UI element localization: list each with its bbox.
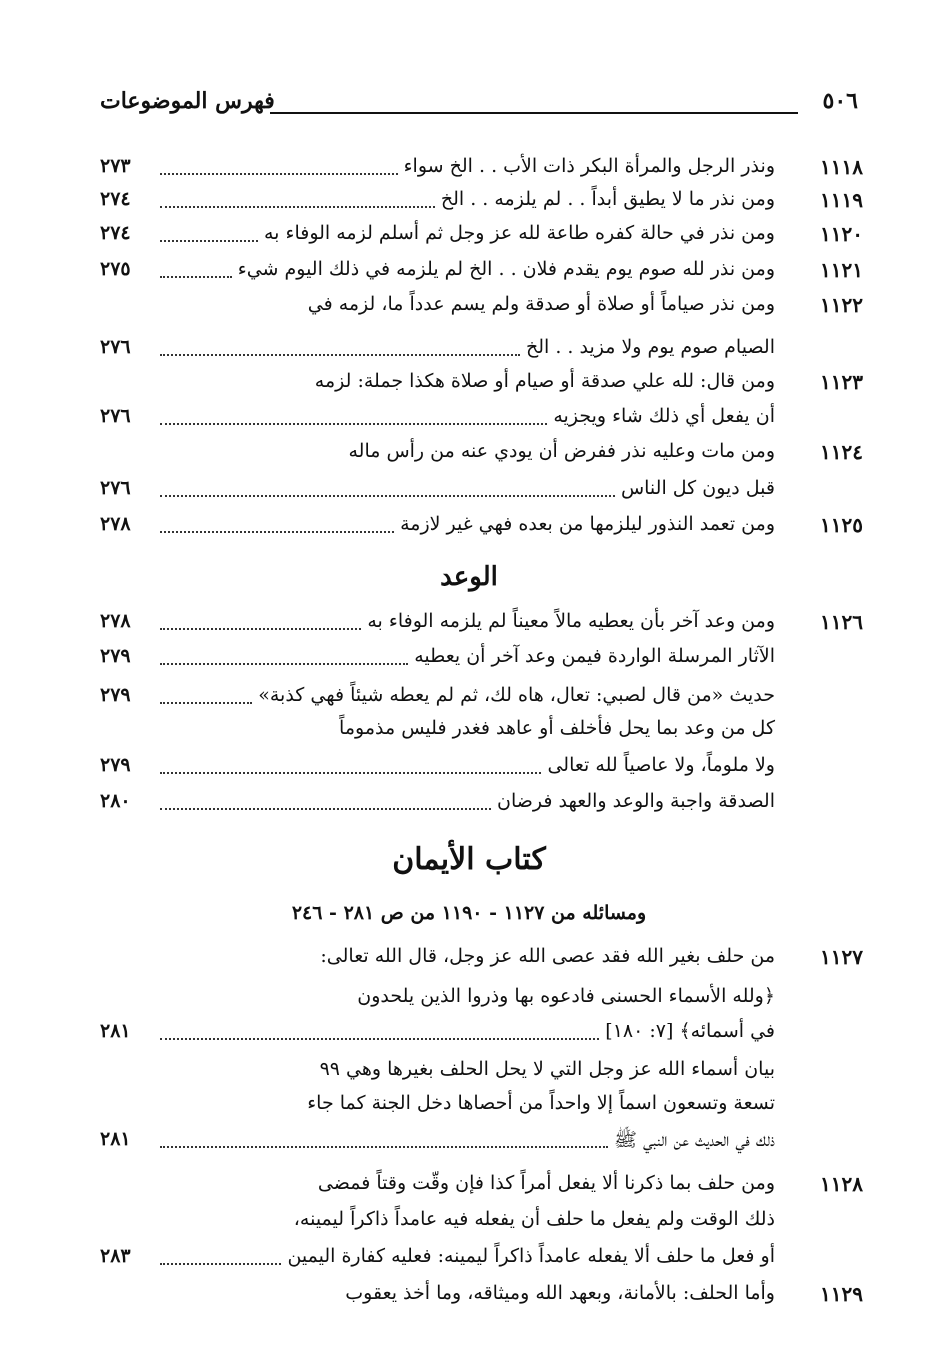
index-entry	[100, 790, 863, 824]
index-entry	[100, 440, 863, 474]
leader-dots	[160, 354, 520, 356]
index-entry	[100, 336, 863, 370]
section-heading: الوعد	[440, 562, 498, 592]
leader-dots	[160, 628, 361, 630]
leader-dots	[160, 1038, 599, 1040]
entry-text: ﴿ولله الأسماء الحسنى فادعوه بها وذروا الذين يلحدون	[357, 985, 775, 1007]
entry-text: ومن قال: لله علي صدقة أو صيام أو صلاة هكذا جملة: لزمه	[314, 370, 775, 392]
entry-text: قبل ديون كل الناس	[620, 477, 775, 499]
entry-text: حديث «من قال لصبي: تعال، هاه لك، ثم لم يعطه شيئاً فهي كذبة»	[258, 684, 775, 706]
page-number: ٥٠٦	[822, 88, 858, 114]
entry-page: ٢٧٨	[100, 610, 131, 632]
leader-dots	[160, 276, 232, 278]
entry-page: ٢٧٩	[100, 684, 131, 706]
entry-text: أن يفعل أي ذلك شاء ويجزيه	[553, 405, 775, 427]
entry-page: ٢٧٦	[100, 405, 131, 427]
entry-number: ١١١٨	[820, 155, 863, 179]
index-entry	[100, 1020, 863, 1054]
leader-dots	[160, 1263, 281, 1265]
entry-number: ١١٢٩	[820, 1282, 863, 1306]
entry-number: ١١٢٤	[820, 440, 863, 464]
entry-text: أو فعل ما حلف ألا يفعله عامداً ذاكراً ليمينه: فعليه كفارة اليمين	[287, 1245, 775, 1267]
leader-dots	[160, 663, 408, 665]
index-entry	[100, 513, 863, 547]
entry-text: من حلف بغير الله فقد عصى الله عز وجل، قال الله تعالى:	[320, 945, 775, 967]
book-subheading: ومسائله من ١١٢٧ - ١١٩٠ من ص ٢٨١ - ٢٤٦	[291, 902, 647, 924]
leader-dots	[160, 495, 615, 497]
index-entry	[100, 754, 863, 788]
index-entry	[100, 1245, 863, 1279]
leader-dots	[160, 1146, 608, 1148]
index-entry	[100, 610, 863, 644]
entry-text: ومن نذر لله صوم يوم يقدم فلان . . الخ لم يلزمه في ذلك اليوم شيء	[237, 258, 775, 280]
entry-page: ٢٧٩	[100, 645, 131, 667]
entry-text: ومن نذر ما لا يطيق أبداً . . لم يلزمه . . الخ	[440, 188, 775, 210]
leader-dots	[160, 531, 394, 533]
entry-text: في أسمائه﴾ [٧: ١٨٠]	[605, 1020, 775, 1042]
entry-number: ١١٢٢	[820, 293, 863, 317]
entry-number: ١١١٩	[820, 188, 863, 212]
entry-text: بيان أسماء الله عز وجل التي لا يحل الحلف بغيرها وهي ٩٩	[319, 1058, 775, 1080]
leader-dots	[160, 240, 258, 242]
entry-page: ٢٧٨	[100, 513, 131, 535]
index-entry	[100, 684, 863, 718]
entry-number: ١١٢١	[820, 258, 863, 282]
index-entry	[100, 405, 863, 439]
index-entry	[100, 1282, 863, 1316]
running-title: فهرس الموضوعات	[100, 88, 275, 114]
entry-text: ومن نذر صياماً أو صلاة أو صدقة ولم يسم عدداً ما، لزمه في	[307, 293, 775, 315]
leader-dots	[160, 808, 491, 810]
entry-page: ٢٧٩	[100, 754, 131, 776]
entry-number: ١١٢٣	[820, 370, 863, 394]
entry-page: ٢٨٣	[100, 1245, 131, 1267]
entry-text: الصيام صوم يوم ولا مزيد . . الخ	[525, 336, 775, 358]
entry-text: ومن وعد آخر بأن يعطيه مالاً معيناً لم يلزمه الوفاء به	[367, 610, 775, 632]
entry-page: ٢٧٥	[100, 258, 131, 280]
index-entry	[100, 1058, 863, 1092]
index-entry	[100, 985, 863, 1019]
entry-text: ومن مات وعليه نذر ففرض أن يودي عنه من رأس ماله	[348, 440, 775, 462]
index-entry	[100, 293, 863, 327]
entry-page: ٢٨١	[100, 1128, 131, 1150]
entry-number: ١١٢٦	[820, 610, 863, 634]
book-heading: كتاب الأيمان	[392, 842, 546, 877]
index-entry	[100, 1172, 863, 1206]
leader-dots	[160, 772, 541, 774]
entry-text: تسعة وتسعون اسماً إلا واحداً من أحصاها دخل الجنة كما جاء	[307, 1092, 775, 1114]
index-entry	[100, 717, 863, 751]
entry-page: ٢٨١	[100, 1020, 131, 1042]
index-entry	[100, 222, 863, 256]
entry-text: الآثار المرسلة الواردة فيمن وعد آخر أن يعطيه	[414, 645, 775, 667]
index-entry	[100, 188, 863, 222]
index-entry	[100, 370, 863, 404]
index-entry	[100, 155, 863, 189]
index-entry	[100, 645, 863, 679]
index-entry	[100, 945, 863, 979]
entry-text: الصدقة واجبة والوعد والعهد فرضان	[496, 790, 775, 812]
entry-page: ٢٧٦	[100, 336, 131, 358]
entry-text: ذلك الوقت ولم يفعل ما حلف أن يفعله فيه عامداً ذاكراً ليمينه،	[293, 1208, 775, 1230]
entry-page: ٢٧٤	[100, 222, 131, 244]
page-header	[100, 88, 858, 128]
entry-text: ومن تعمد النذور ليلزمها من بعده فهي غير لازمة	[400, 513, 775, 535]
entry-text: كل من وعد بما يحل فأخلف أو عاهد فغدر فليس مذموماً	[339, 717, 775, 739]
entry-number: ١١٢٧	[820, 945, 863, 969]
entry-text: ولا ملوماً، ولا عاصياً لله تعالى	[547, 754, 775, 776]
leader-dots	[160, 173, 398, 175]
index-entry	[100, 1092, 863, 1126]
entry-text: ومن نذر في حالة كفره طاعة لله عز وجل ثم أسلم لزمه الوفاء به	[264, 222, 775, 244]
entry-text: ونذر الرجل والمرأة البكر ذات الأب . . الخ سواء	[403, 155, 775, 177]
leader-dots	[160, 206, 435, 208]
header-rule	[270, 112, 798, 114]
entry-number: ١١٢٨	[820, 1172, 863, 1196]
entry-page: ٢٨٠	[100, 790, 131, 812]
leader-dots	[160, 702, 252, 704]
entry-page: ٢٧٣	[100, 155, 131, 177]
entry-page: ٢٧٤	[100, 188, 131, 210]
index-entry	[100, 477, 863, 511]
leader-dots	[160, 423, 547, 425]
index-entry	[100, 258, 863, 292]
index-entry	[100, 1208, 863, 1242]
index-entry	[100, 1128, 863, 1162]
entry-text: ومن حلف بما ذكرنا ألا يفعل أمراً كذا فإن وقّت وقتاً فمضى	[317, 1172, 775, 1194]
entry-text: وأما الحلف: بالأمانة، وبعهد الله وميثاقه، وما أخذ يعقوب	[345, 1282, 775, 1304]
entry-number: ١١٢٠	[820, 222, 863, 246]
entry-text: ذلك في الحديث عن النبي ﷺ	[613, 1129, 775, 1151]
entry-number: ١١٢٥	[820, 513, 863, 537]
entry-page: ٢٧٦	[100, 477, 131, 499]
